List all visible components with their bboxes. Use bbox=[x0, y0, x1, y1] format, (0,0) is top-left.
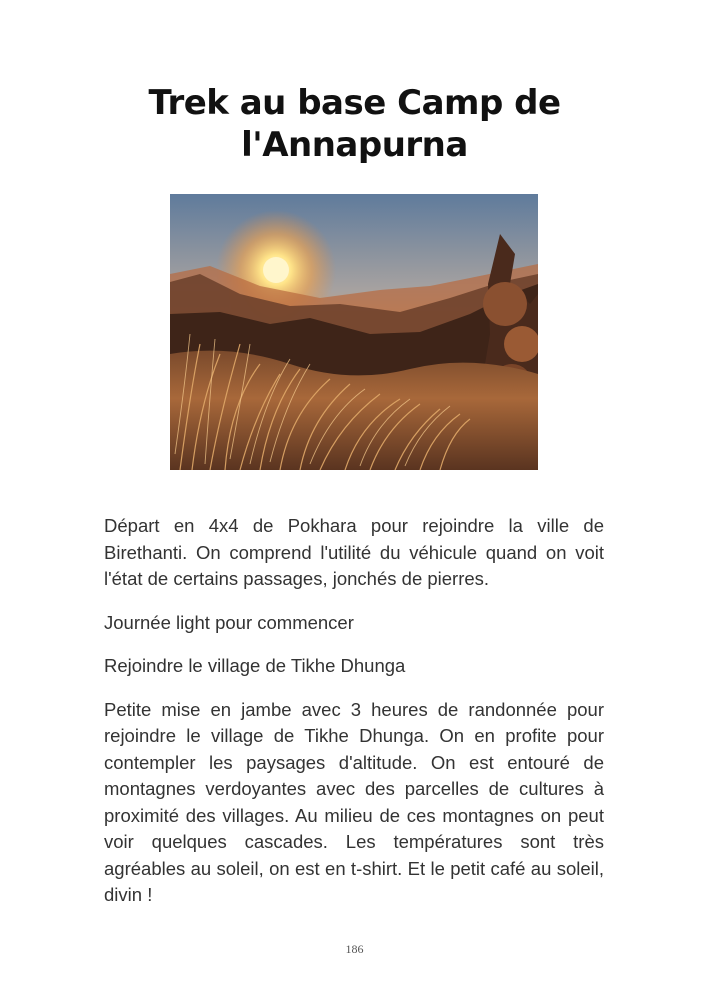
paragraph-subtitle-light-day: Journée light pour commencer bbox=[104, 611, 354, 633]
paragraph-subtitle-village: Rejoindre le village de Tikhe Dhunga bbox=[104, 655, 406, 676]
sunset-photo bbox=[170, 194, 538, 470]
page-title: Trek au base Camp de l'Annapurna bbox=[148, 83, 561, 165]
sunset-photo-graphic bbox=[170, 194, 538, 470]
article-body bbox=[104, 513, 604, 926]
paragraph-hike-description: Petite mise en jambe avec 3 heures de randonnée pour rejoindre le village de Tikhe Dhunga. On en profite pour contempler les paysages d'altitude. On est entouré de montagnes verdoyantes avec des parcelles de cultures à proximité des villages. Au milieu de ces montagnes on peut voir quelques cascades. Les températures sont très agréables au soleil, on est en t-shirt. Et le petit café au soleil, divin ! bbox=[104, 698, 604, 905]
page-number: 186 bbox=[345, 942, 364, 956]
paragraph-intro: Départ en 4x4 de Pokhara pour rejoindre la ville de Birethanti. On comprend l'utilité du véhicule quand on voit l'état de certains passages, jonchés de pierres. bbox=[104, 515, 604, 589]
